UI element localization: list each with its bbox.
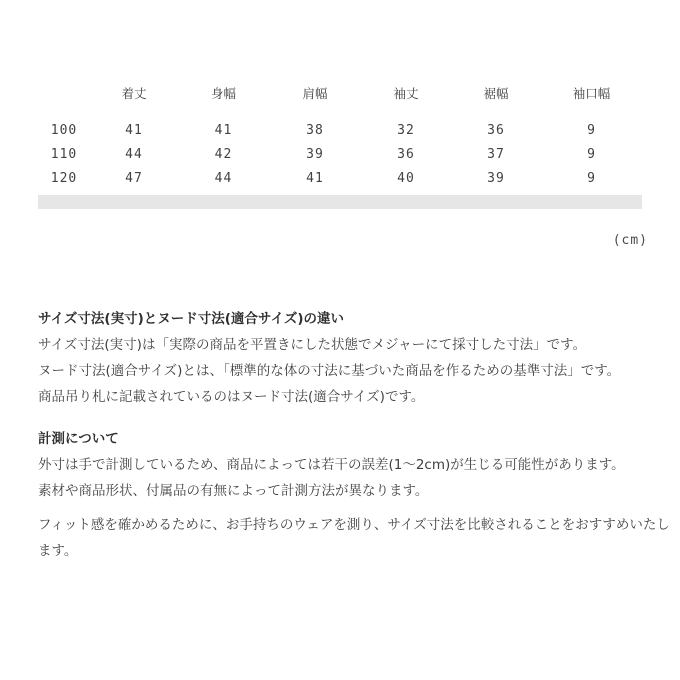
column-header-cuff-width: 袖口幅 xyxy=(572,86,611,101)
section-measurement xyxy=(38,426,654,504)
section-heading-measurement: 計測について xyxy=(38,431,119,447)
note-line: 素材や商品形状、付属品の有無によって計測方法が異なります。 xyxy=(38,483,429,499)
size-row-label: 100 xyxy=(50,122,78,138)
column-header-shoulder-width: 肩幅 xyxy=(302,86,328,101)
size-chart-corner-cell xyxy=(38,84,90,118)
size-value-cell: 40 xyxy=(397,170,415,186)
column-header-sleeve-length: 袖丈 xyxy=(393,86,419,101)
size-value-cell: 42 xyxy=(214,146,233,162)
size-value-cell: 39 xyxy=(487,170,505,186)
size-value-cell: 44 xyxy=(125,146,143,162)
size-value-cell: 41 xyxy=(306,170,324,186)
note-line: ヌード寸法(適合サイズ)とは、「標準的な体の寸法に基づいた商品を作るための基準寸法」です。 xyxy=(38,363,621,379)
section-fit-advice xyxy=(38,512,670,564)
size-chart-table xyxy=(38,84,642,190)
section-heading-size-definition: サイズ寸法(実寸)とヌード寸法(適合サイズ)の違い xyxy=(38,311,345,327)
column-header-body-width: 身幅 xyxy=(210,86,236,101)
size-value-cell: 37 xyxy=(487,146,505,162)
size-row-100 xyxy=(38,118,642,142)
size-row-label: 110 xyxy=(50,146,78,162)
size-chart-header-row xyxy=(38,84,642,118)
size-row-label: 120 xyxy=(50,170,78,186)
size-guide-notes xyxy=(38,306,670,564)
size-value-cell: 44 xyxy=(214,170,233,186)
size-value-cell: 36 xyxy=(487,122,505,138)
note-line: 外寸は手で計測しているため、商品によっては若干の誤差(1〜2cm)が生じる可能性があります。 xyxy=(38,457,625,473)
size-value-cell: 9 xyxy=(587,170,596,186)
size-row-120 xyxy=(38,166,642,190)
unit-cm-label: (cm) xyxy=(612,233,648,248)
size-value-cell: 41 xyxy=(125,122,143,138)
note-line: フィット感を確かめるために、お手持ちのウェアを測り、サイズ寸法を比較されることをおすすめいたし xyxy=(38,517,670,533)
size-row-110 xyxy=(38,142,642,166)
size-value-cell: 9 xyxy=(587,122,596,138)
column-header-hem-width: 裾幅 xyxy=(483,86,509,101)
note-line: サイズ寸法(実寸)は「実際の商品を平置きにした状態でメジャーにて採寸した寸法」です。 xyxy=(38,337,587,353)
column-header-body-length: 着丈 xyxy=(121,86,147,101)
table-divider-bar xyxy=(38,195,642,209)
size-value-cell: 36 xyxy=(397,146,415,162)
section-size-definition xyxy=(38,306,654,410)
note-line: 商品吊り札に記載されているのはヌード寸法(適合サイズ)です。 xyxy=(38,389,425,405)
size-value-cell: 41 xyxy=(214,122,233,138)
size-value-cell: 39 xyxy=(306,146,324,162)
size-value-cell: 38 xyxy=(306,122,324,138)
size-value-cell: 32 xyxy=(397,122,415,138)
size-value-cell: 47 xyxy=(125,170,143,186)
size-value-cell: 9 xyxy=(587,146,596,162)
note-line: ます。 xyxy=(38,543,78,559)
